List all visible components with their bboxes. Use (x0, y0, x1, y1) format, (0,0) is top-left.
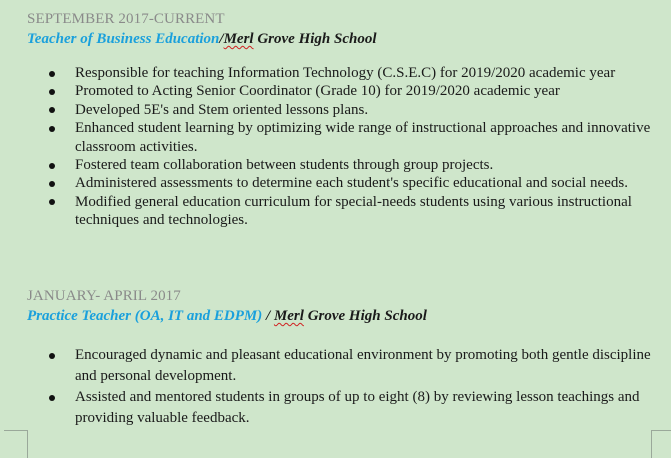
experience-entry (27, 286, 657, 429)
list-item-text: Administered assessments to determine each student's specific educational and social needs. (75, 175, 628, 192)
experience-entry (27, 9, 657, 230)
list-item (27, 174, 657, 192)
list-item-text: Developed 5E's and Stem oriented lessons plans. (75, 101, 369, 118)
bullet-icon (49, 126, 55, 132)
list-item (27, 193, 657, 230)
bullet-icon (49, 107, 55, 113)
bullet-list (27, 345, 657, 429)
list-item-text: Enhanced student learning by optimizing wide range of instructional approaches and innovative classroom activities. (75, 120, 651, 155)
bullet-icon (49, 395, 55, 401)
list-item-text: Responsible for teaching Information Technology (C.S.E.C) for 2019/2020 academic year (75, 65, 616, 81)
bullet-icon (49, 199, 55, 205)
list-item-text: Promoted to Acting Senior Coordinator (Grade 10) for 2019/2020 academic year (75, 83, 560, 100)
entry-role: Teacher of Business Education (27, 31, 220, 47)
list-item (27, 82, 657, 100)
bullet-icon (49, 71, 55, 77)
list-item-text: Fostered team collaboration between students through group projects. (75, 157, 494, 174)
crop-mark-right (651, 430, 671, 458)
list-item-text: Modified general education curriculum for special-needs students using various instructional techniques and technologies. (75, 193, 632, 229)
entry-school: Grove High School (253, 31, 377, 47)
list-item (27, 387, 657, 429)
list-item-text: Assisted and mentored students in groups of up to eight (8) by reviewing lesson teachings and providing valuable feedback. (75, 389, 640, 426)
list-item (27, 345, 657, 387)
entry-separator: / (219, 31, 224, 47)
entry-school-misspelled-word: Merl (273, 308, 304, 324)
bullet-icon (49, 181, 55, 187)
entry-heading (27, 29, 657, 49)
entry-dates: SEPTEMBER 2017-CURRENT (27, 11, 225, 27)
bullet-icon (49, 163, 55, 169)
entry-school-misspelled-word: Merl (223, 31, 254, 47)
entry-role: Practice Teacher (OA, IT and EDPM) (27, 308, 263, 324)
entry-separator: / (262, 308, 274, 324)
bullet-icon (49, 353, 55, 359)
list-item (27, 156, 657, 174)
list-item-text: Encouraged dynamic and pleasant educational environment by promoting both gentle discipline and personal development. (75, 347, 651, 384)
list-item (27, 101, 657, 119)
bullet-list (27, 64, 657, 230)
bullet-icon (49, 89, 55, 95)
entry-school: Grove High School (303, 308, 427, 324)
list-item (27, 119, 657, 156)
list-item (27, 64, 657, 82)
entry-heading (27, 306, 657, 326)
entry-dates: JANUARY- APRIL 2017 (27, 288, 181, 304)
crop-mark-left (4, 430, 28, 458)
